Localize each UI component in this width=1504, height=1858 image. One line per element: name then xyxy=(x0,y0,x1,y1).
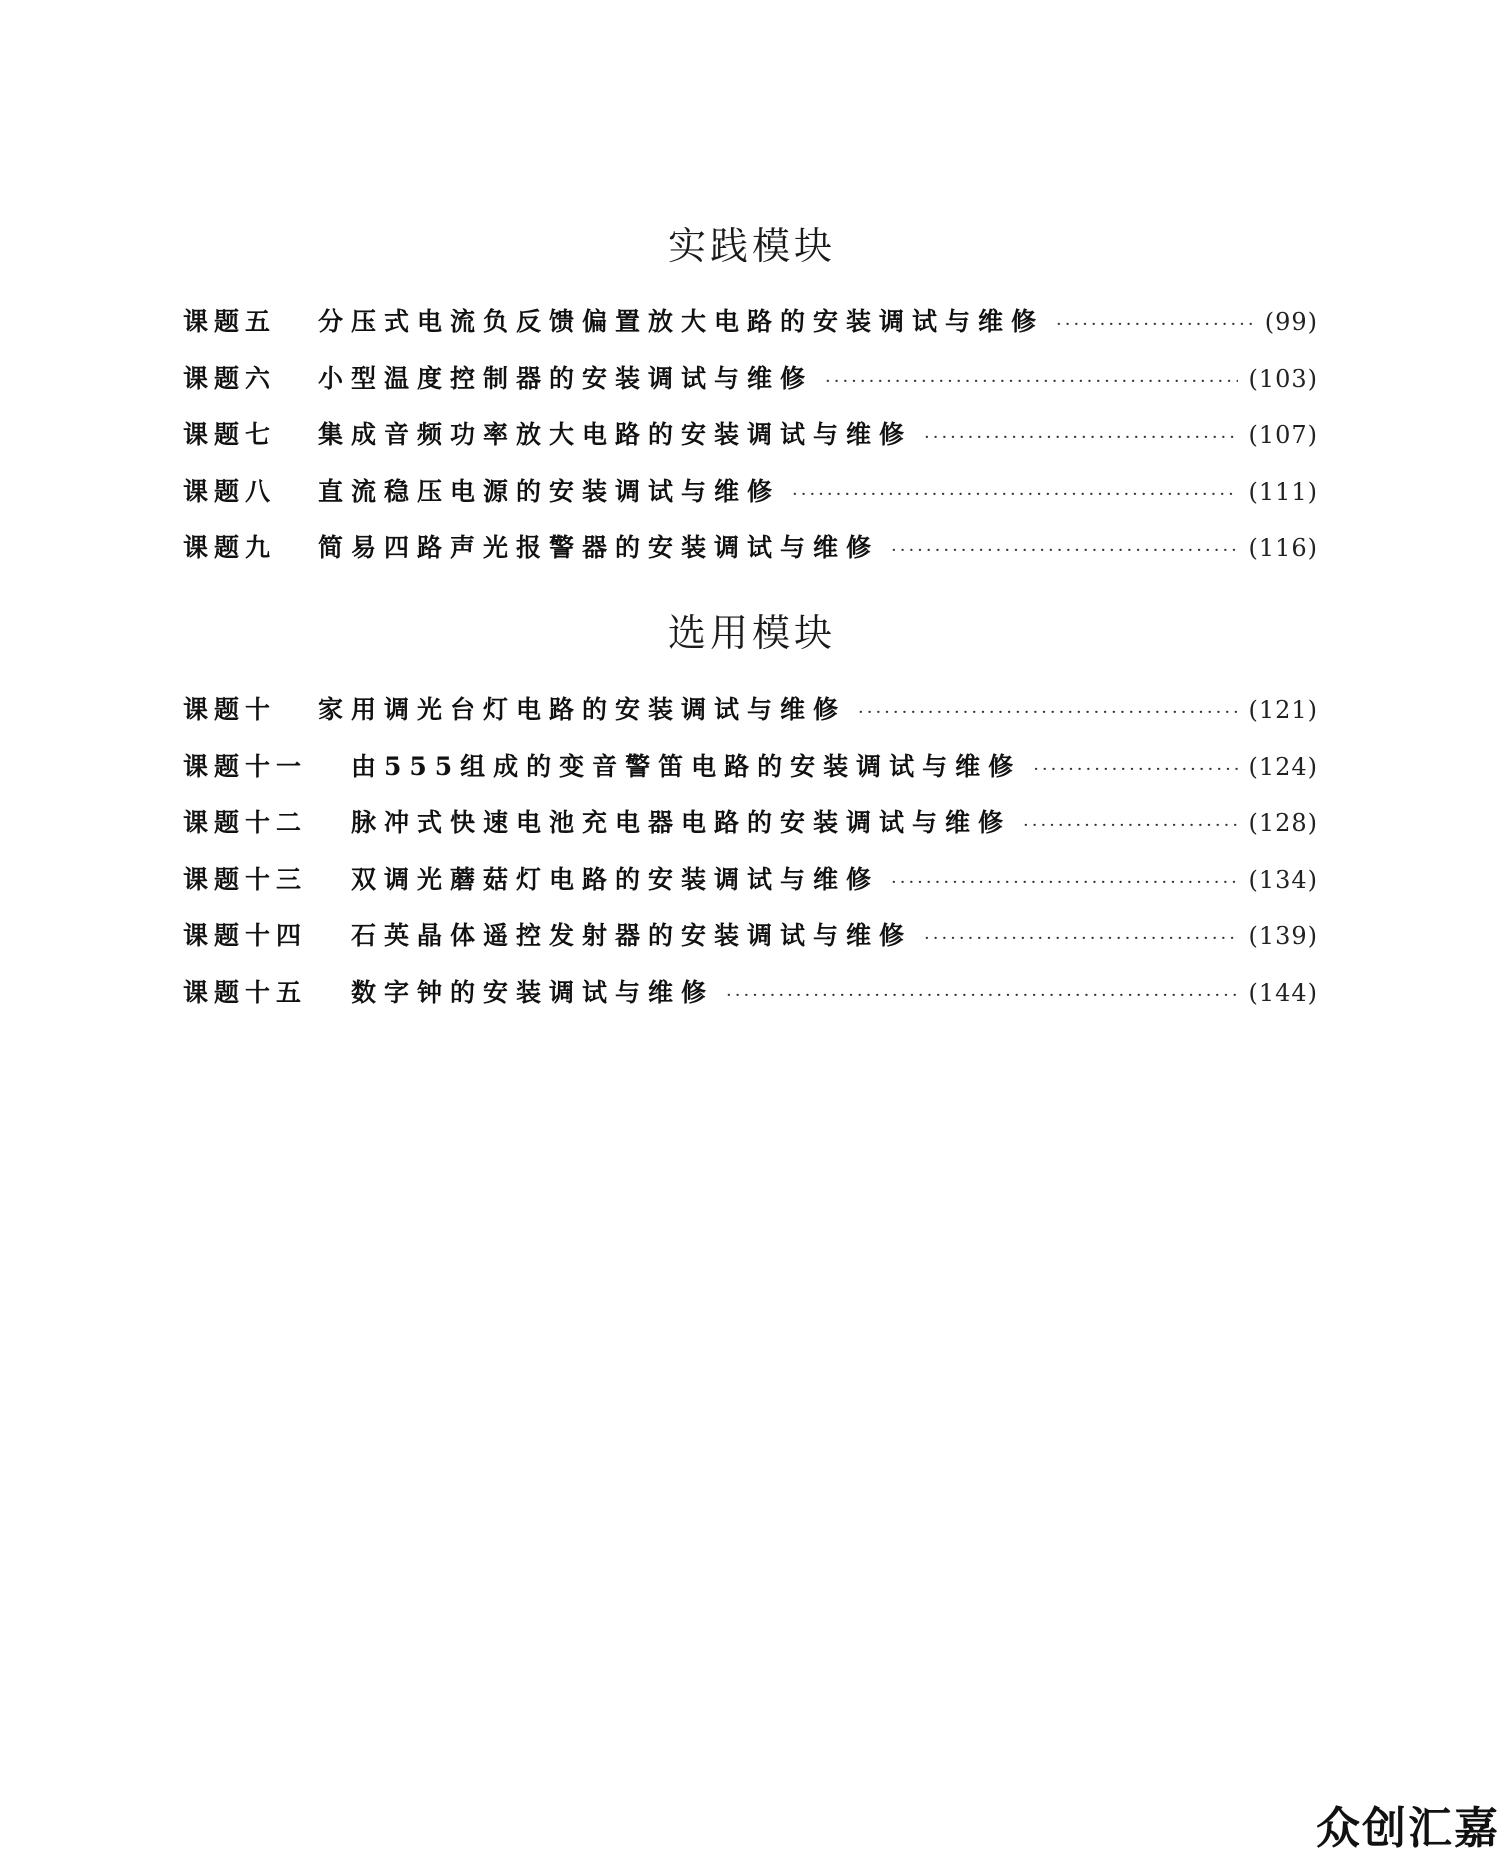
dot-leader xyxy=(924,911,1238,968)
dot-leader xyxy=(924,410,1238,467)
toc-entry-label: 课题十三 xyxy=(183,864,308,894)
toc-entry-label: 课题五 xyxy=(183,307,277,336)
toc-entry-title: 家用调光台灯电路的安装调试与维修 xyxy=(318,695,847,724)
toc-entry-title: 由555组成的变音警笛电路的安装调试与维修 xyxy=(351,751,1022,781)
toc-entry-title: 小型温度控制器的安装调试与维修 xyxy=(318,363,814,393)
toc-entry-page: (128) xyxy=(1248,809,1318,837)
dot-leader xyxy=(726,968,1238,1025)
toc-entry-page: (144) xyxy=(1248,978,1318,1007)
dot-leader xyxy=(1033,742,1238,799)
toc-entry[interactable] xyxy=(183,294,1318,351)
toc-entry-title: 分压式电流负反馈偏置放大电路的安装调试与维修 xyxy=(318,307,1045,336)
toc-entry-label: 课题十四 xyxy=(183,921,308,950)
toc-entry[interactable] xyxy=(183,464,1318,521)
toc-list-practice xyxy=(183,294,1318,577)
toc-entry-page: (99) xyxy=(1264,308,1318,336)
toc-entry-page: (121) xyxy=(1248,696,1318,724)
toc-entry-page: (103) xyxy=(1248,364,1318,393)
toc-entry-title: 集成音频功率放大电路的安装调试与维修 xyxy=(318,420,913,449)
toc-entry-title: 石英晶体遥控发射器的安装调试与维修 xyxy=(351,921,913,950)
toc-entry-label: 课题十 xyxy=(183,695,277,724)
dot-leader xyxy=(1056,297,1255,354)
toc-entry[interactable] xyxy=(183,407,1318,464)
dot-leader xyxy=(891,855,1238,912)
section-title-optional: 选用模块 xyxy=(667,611,836,655)
dot-leader xyxy=(825,354,1238,411)
toc-entry[interactable] xyxy=(183,908,1318,965)
toc-entry-page: (134) xyxy=(1248,865,1318,894)
toc-entry-title: 简易四路声光报警器的安装调试与维修 xyxy=(318,533,880,562)
toc-entry-page: (139) xyxy=(1248,922,1318,950)
toc-entry[interactable] xyxy=(183,965,1318,1022)
dot-leader xyxy=(1023,798,1238,855)
toc-entry-title: 双调光蘑菇灯电路的安装调试与维修 xyxy=(351,864,880,894)
toc-entry-page: (111) xyxy=(1248,477,1318,506)
toc-entry-page: (116) xyxy=(1248,534,1318,562)
watermark-logo: 众创汇嘉 xyxy=(1316,1803,1500,1854)
toc-entry[interactable] xyxy=(183,739,1318,796)
toc-entry-label: 课题十五 xyxy=(183,977,308,1007)
toc-entry-label: 课题十二 xyxy=(183,808,308,837)
dot-leader xyxy=(792,467,1238,524)
toc-entry[interactable] xyxy=(183,351,1318,408)
toc-entry[interactable] xyxy=(183,795,1318,852)
toc-entry[interactable] xyxy=(183,520,1318,577)
toc-list-optional xyxy=(183,682,1318,1021)
toc-entry-label: 课题八 xyxy=(183,476,277,506)
toc-entry-label: 课题六 xyxy=(183,363,277,393)
dot-leader xyxy=(858,685,1238,742)
section-title-practice: 实践模块 xyxy=(667,224,836,268)
toc-entry[interactable] xyxy=(183,852,1318,909)
toc-entry-title: 脉冲式快速电池充电器电路的安装调试与维修 xyxy=(351,808,1012,837)
dot-leader xyxy=(891,523,1238,580)
toc-entry-label: 课题九 xyxy=(183,533,277,562)
toc-entry-page: (124) xyxy=(1248,752,1318,781)
toc-entry-label: 课题十一 xyxy=(183,751,308,781)
toc-entry-page: (107) xyxy=(1248,421,1318,449)
toc-entry-title: 数字钟的安装调试与维修 xyxy=(351,977,715,1007)
toc-entry-title: 直流稳压电源的安装调试与维修 xyxy=(318,476,781,506)
toc-entry-label: 课题七 xyxy=(183,420,277,449)
toc-entry[interactable] xyxy=(183,682,1318,739)
